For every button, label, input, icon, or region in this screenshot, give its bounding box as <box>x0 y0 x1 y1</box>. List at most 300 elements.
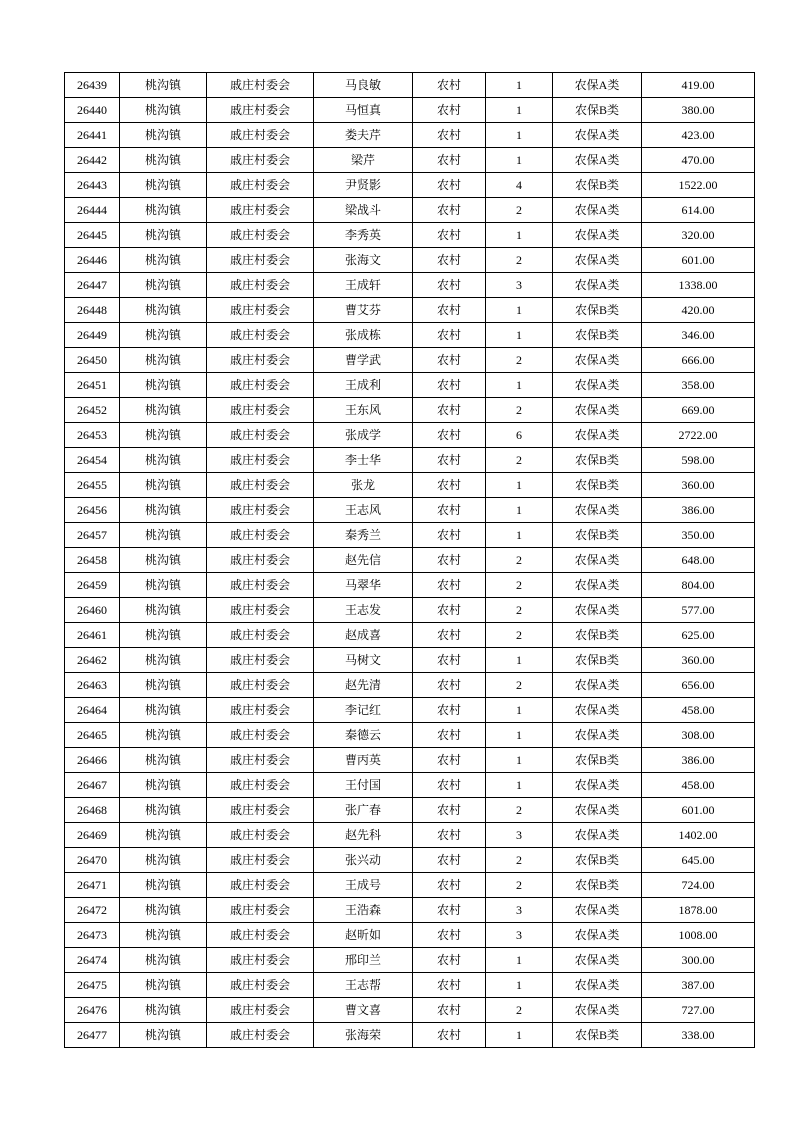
person-name: 张龙 <box>314 473 413 498</box>
person-count: 2 <box>486 448 553 473</box>
village-committee: 戚庄村委会 <box>207 348 314 373</box>
insurance-category: 农保A类 <box>553 273 642 298</box>
person-name: 王志风 <box>314 498 413 523</box>
village-committee: 戚庄村委会 <box>207 598 314 623</box>
insurance-category: 农保A类 <box>553 223 642 248</box>
record-id: 26441 <box>65 123 120 148</box>
person-name: 秦德云 <box>314 723 413 748</box>
table-row <box>65 698 755 723</box>
person-count: 1 <box>486 498 553 523</box>
town: 桃沟镇 <box>120 373 207 398</box>
village-committee: 戚庄村委会 <box>207 873 314 898</box>
person-name: 秦秀兰 <box>314 523 413 548</box>
person-count: 2 <box>486 873 553 898</box>
table-row <box>65 423 755 448</box>
residence-type: 农村 <box>413 698 486 723</box>
person-name: 李士华 <box>314 448 413 473</box>
town: 桃沟镇 <box>120 798 207 823</box>
insurance-category: 农保B类 <box>553 748 642 773</box>
person-name: 王志发 <box>314 598 413 623</box>
table-row <box>65 248 755 273</box>
town: 桃沟镇 <box>120 623 207 648</box>
record-id: 26440 <box>65 98 120 123</box>
village-committee: 戚庄村委会 <box>207 448 314 473</box>
record-id: 26477 <box>65 1023 120 1048</box>
residence-type: 农村 <box>413 448 486 473</box>
person-name: 李记红 <box>314 698 413 723</box>
town: 桃沟镇 <box>120 998 207 1023</box>
table-row <box>65 398 755 423</box>
insurance-category: 农保B类 <box>553 848 642 873</box>
amount: 727.00 <box>642 998 755 1023</box>
person-count: 4 <box>486 173 553 198</box>
person-name: 王成利 <box>314 373 413 398</box>
village-committee: 戚庄村委会 <box>207 373 314 398</box>
table-row <box>65 223 755 248</box>
person-count: 2 <box>486 248 553 273</box>
town: 桃沟镇 <box>120 423 207 448</box>
record-id: 26455 <box>65 473 120 498</box>
residence-type: 农村 <box>413 198 486 223</box>
person-count: 1 <box>486 98 553 123</box>
residence-type: 农村 <box>413 673 486 698</box>
town: 桃沟镇 <box>120 698 207 723</box>
person-count: 1 <box>486 298 553 323</box>
residence-type: 农村 <box>413 423 486 448</box>
town: 桃沟镇 <box>120 748 207 773</box>
village-committee: 戚庄村委会 <box>207 798 314 823</box>
residence-type: 农村 <box>413 948 486 973</box>
amount: 380.00 <box>642 98 755 123</box>
person-name: 马恒真 <box>314 98 413 123</box>
person-name: 梁战斗 <box>314 198 413 223</box>
insurance-category: 农保A类 <box>553 548 642 573</box>
person-count: 1 <box>486 748 553 773</box>
amount: 419.00 <box>642 73 755 98</box>
town: 桃沟镇 <box>120 548 207 573</box>
amount: 577.00 <box>642 598 755 623</box>
record-id: 26468 <box>65 798 120 823</box>
insurance-category: 农保B类 <box>553 448 642 473</box>
amount: 669.00 <box>642 398 755 423</box>
town: 桃沟镇 <box>120 323 207 348</box>
table-row <box>65 523 755 548</box>
insurance-category: 农保A类 <box>553 598 642 623</box>
record-id: 26447 <box>65 273 120 298</box>
records-table-body <box>65 73 755 1048</box>
amount: 648.00 <box>642 548 755 573</box>
village-committee: 戚庄村委会 <box>207 173 314 198</box>
town: 桃沟镇 <box>120 73 207 98</box>
village-committee: 戚庄村委会 <box>207 673 314 698</box>
table-row <box>65 823 755 848</box>
insurance-category: 农保A类 <box>553 373 642 398</box>
person-name: 赵先清 <box>314 673 413 698</box>
table-row <box>65 573 755 598</box>
table-row <box>65 998 755 1023</box>
insurance-category: 农保A类 <box>553 498 642 523</box>
residence-type: 农村 <box>413 148 486 173</box>
table-row <box>65 748 755 773</box>
amount: 645.00 <box>642 848 755 873</box>
record-id: 26467 <box>65 773 120 798</box>
town: 桃沟镇 <box>120 123 207 148</box>
person-name: 尹贤影 <box>314 173 413 198</box>
amount: 420.00 <box>642 298 755 323</box>
village-committee: 戚庄村委会 <box>207 198 314 223</box>
insurance-category: 农保A类 <box>553 823 642 848</box>
town: 桃沟镇 <box>120 348 207 373</box>
town: 桃沟镇 <box>120 923 207 948</box>
person-name: 曹文喜 <box>314 998 413 1023</box>
person-count: 3 <box>486 923 553 948</box>
record-id: 26475 <box>65 973 120 998</box>
record-id: 26476 <box>65 998 120 1023</box>
amount: 601.00 <box>642 798 755 823</box>
village-committee: 戚庄村委会 <box>207 973 314 998</box>
residence-type: 农村 <box>413 848 486 873</box>
table-row <box>65 98 755 123</box>
table-row <box>65 773 755 798</box>
residence-type: 农村 <box>413 323 486 348</box>
person-count: 2 <box>486 348 553 373</box>
insurance-category: 农保A类 <box>553 423 642 448</box>
residence-type: 农村 <box>413 973 486 998</box>
town: 桃沟镇 <box>120 398 207 423</box>
table-row <box>65 798 755 823</box>
person-count: 1 <box>486 648 553 673</box>
person-name: 张兴动 <box>314 848 413 873</box>
table-row <box>65 873 755 898</box>
amount: 320.00 <box>642 223 755 248</box>
person-count: 2 <box>486 848 553 873</box>
insurance-category: 农保B类 <box>553 873 642 898</box>
residence-type: 农村 <box>413 648 486 673</box>
town: 桃沟镇 <box>120 948 207 973</box>
person-name: 曹学武 <box>314 348 413 373</box>
village-committee: 戚庄村委会 <box>207 248 314 273</box>
town: 桃沟镇 <box>120 773 207 798</box>
record-id: 26464 <box>65 698 120 723</box>
person-count: 2 <box>486 198 553 223</box>
table-row <box>65 898 755 923</box>
amount: 1402.00 <box>642 823 755 848</box>
amount: 423.00 <box>642 123 755 148</box>
table-row <box>65 973 755 998</box>
record-id: 26472 <box>65 898 120 923</box>
record-id: 26452 <box>65 398 120 423</box>
residence-type: 农村 <box>413 98 486 123</box>
insurance-category: 农保A类 <box>553 73 642 98</box>
record-id: 26461 <box>65 623 120 648</box>
table-row <box>65 323 755 348</box>
table-row <box>65 948 755 973</box>
amount: 598.00 <box>642 448 755 473</box>
amount: 387.00 <box>642 973 755 998</box>
village-committee: 戚庄村委会 <box>207 223 314 248</box>
record-id: 26465 <box>65 723 120 748</box>
village-committee: 戚庄村委会 <box>207 898 314 923</box>
town: 桃沟镇 <box>120 98 207 123</box>
record-id: 26449 <box>65 323 120 348</box>
record-id: 26474 <box>65 948 120 973</box>
person-count: 1 <box>486 223 553 248</box>
village-committee: 戚庄村委会 <box>207 323 314 348</box>
town: 桃沟镇 <box>120 198 207 223</box>
amount: 1878.00 <box>642 898 755 923</box>
town: 桃沟镇 <box>120 898 207 923</box>
insurance-category: 农保B类 <box>553 473 642 498</box>
insurance-category: 农保B类 <box>553 1023 642 1048</box>
person-count: 2 <box>486 598 553 623</box>
village-committee: 戚庄村委会 <box>207 923 314 948</box>
person-count: 2 <box>486 398 553 423</box>
person-name: 曹丙英 <box>314 748 413 773</box>
table-row <box>65 123 755 148</box>
person-count: 2 <box>486 623 553 648</box>
table-row <box>65 548 755 573</box>
insurance-category: 农保A类 <box>553 923 642 948</box>
person-name: 王付国 <box>314 773 413 798</box>
record-id: 26458 <box>65 548 120 573</box>
insurance-category: 农保A类 <box>553 973 642 998</box>
person-count: 1 <box>486 148 553 173</box>
amount: 458.00 <box>642 698 755 723</box>
person-count: 1 <box>486 473 553 498</box>
person-name: 赵成喜 <box>314 623 413 648</box>
person-name: 赵先科 <box>314 823 413 848</box>
table-row <box>65 73 755 98</box>
insurance-category: 农保A类 <box>553 673 642 698</box>
amount: 625.00 <box>642 623 755 648</box>
amount: 346.00 <box>642 323 755 348</box>
amount: 1338.00 <box>642 273 755 298</box>
amount: 1522.00 <box>642 173 755 198</box>
insurance-category: 农保B类 <box>553 98 642 123</box>
insurance-category: 农保B类 <box>553 623 642 648</box>
amount: 360.00 <box>642 648 755 673</box>
town: 桃沟镇 <box>120 848 207 873</box>
table-row <box>65 373 755 398</box>
record-id: 26457 <box>65 523 120 548</box>
residence-type: 农村 <box>413 223 486 248</box>
town: 桃沟镇 <box>120 523 207 548</box>
village-committee: 戚庄村委会 <box>207 573 314 598</box>
insurance-category: 农保A类 <box>553 698 642 723</box>
residence-type: 农村 <box>413 123 486 148</box>
person-count: 1 <box>486 773 553 798</box>
record-id: 26462 <box>65 648 120 673</box>
record-id: 26448 <box>65 298 120 323</box>
village-committee: 戚庄村委会 <box>207 398 314 423</box>
record-id: 26443 <box>65 173 120 198</box>
amount: 358.00 <box>642 373 755 398</box>
amount: 724.00 <box>642 873 755 898</box>
residence-type: 农村 <box>413 523 486 548</box>
insurance-category: 农保A类 <box>553 948 642 973</box>
amount: 2722.00 <box>642 423 755 448</box>
record-id: 26459 <box>65 573 120 598</box>
town: 桃沟镇 <box>120 648 207 673</box>
person-count: 1 <box>486 973 553 998</box>
amount: 386.00 <box>642 748 755 773</box>
person-name: 张成学 <box>314 423 413 448</box>
record-id: 26469 <box>65 823 120 848</box>
village-committee: 戚庄村委会 <box>207 548 314 573</box>
village-committee: 戚庄村委会 <box>207 723 314 748</box>
person-count: 1 <box>486 73 553 98</box>
amount: 470.00 <box>642 148 755 173</box>
town: 桃沟镇 <box>120 448 207 473</box>
insurance-category: 农保B类 <box>553 323 642 348</box>
insurance-category: 农保A类 <box>553 148 642 173</box>
person-count: 1 <box>486 323 553 348</box>
residence-type: 农村 <box>413 298 486 323</box>
person-count: 1 <box>486 698 553 723</box>
amount: 1008.00 <box>642 923 755 948</box>
residence-type: 农村 <box>413 823 486 848</box>
village-committee: 戚庄村委会 <box>207 498 314 523</box>
person-name: 张海荣 <box>314 1023 413 1048</box>
insurance-category: 农保A类 <box>553 123 642 148</box>
village-committee: 戚庄村委会 <box>207 148 314 173</box>
village-committee: 戚庄村委会 <box>207 123 314 148</box>
village-committee: 戚庄村委会 <box>207 298 314 323</box>
person-count: 2 <box>486 798 553 823</box>
village-committee: 戚庄村委会 <box>207 948 314 973</box>
person-name: 李秀英 <box>314 223 413 248</box>
village-committee: 戚庄村委会 <box>207 823 314 848</box>
village-committee: 戚庄村委会 <box>207 748 314 773</box>
table-row <box>65 723 755 748</box>
village-committee: 戚庄村委会 <box>207 773 314 798</box>
residence-type: 农村 <box>413 923 486 948</box>
person-name: 王成轩 <box>314 273 413 298</box>
person-name: 马树文 <box>314 648 413 673</box>
record-id: 26471 <box>65 873 120 898</box>
record-id: 26456 <box>65 498 120 523</box>
person-count: 2 <box>486 548 553 573</box>
residence-type: 农村 <box>413 573 486 598</box>
amount: 308.00 <box>642 723 755 748</box>
residence-type: 农村 <box>413 173 486 198</box>
table-row <box>65 498 755 523</box>
residence-type: 农村 <box>413 273 486 298</box>
residence-type: 农村 <box>413 623 486 648</box>
town: 桃沟镇 <box>120 873 207 898</box>
insurance-category: 农保B类 <box>553 298 642 323</box>
table-row <box>65 598 755 623</box>
village-committee: 戚庄村委会 <box>207 423 314 448</box>
village-committee: 戚庄村委会 <box>207 273 314 298</box>
residence-type: 农村 <box>413 73 486 98</box>
village-committee: 戚庄村委会 <box>207 848 314 873</box>
residence-type: 农村 <box>413 373 486 398</box>
insurance-category: 农保A类 <box>553 198 642 223</box>
record-id: 26439 <box>65 73 120 98</box>
insurance-category: 农保B类 <box>553 648 642 673</box>
person-name: 王东风 <box>314 398 413 423</box>
amount: 656.00 <box>642 673 755 698</box>
person-count: 6 <box>486 423 553 448</box>
residence-type: 农村 <box>413 898 486 923</box>
town: 桃沟镇 <box>120 573 207 598</box>
person-name: 马良敏 <box>314 73 413 98</box>
residence-type: 农村 <box>413 723 486 748</box>
residence-type: 农村 <box>413 548 486 573</box>
residence-type: 农村 <box>413 498 486 523</box>
village-committee: 戚庄村委会 <box>207 473 314 498</box>
person-count: 3 <box>486 273 553 298</box>
record-id: 26466 <box>65 748 120 773</box>
town: 桃沟镇 <box>120 498 207 523</box>
amount: 338.00 <box>642 1023 755 1048</box>
person-name: 张成栋 <box>314 323 413 348</box>
table-row <box>65 923 755 948</box>
insurance-category: 农保A类 <box>553 898 642 923</box>
table-row <box>65 623 755 648</box>
person-name: 张广春 <box>314 798 413 823</box>
person-name: 王成号 <box>314 873 413 898</box>
record-id: 26473 <box>65 923 120 948</box>
amount: 601.00 <box>642 248 755 273</box>
record-id: 26445 <box>65 223 120 248</box>
village-committee: 戚庄村委会 <box>207 648 314 673</box>
amount: 360.00 <box>642 473 755 498</box>
amount: 458.00 <box>642 773 755 798</box>
town: 桃沟镇 <box>120 973 207 998</box>
person-count: 3 <box>486 823 553 848</box>
insurance-category: 农保A类 <box>553 723 642 748</box>
insurance-category: 农保A类 <box>553 773 642 798</box>
insurance-category: 农保A类 <box>553 998 642 1023</box>
amount: 804.00 <box>642 573 755 598</box>
person-count: 3 <box>486 898 553 923</box>
record-id: 26463 <box>65 673 120 698</box>
person-name: 曹艾芬 <box>314 298 413 323</box>
insurance-category: 农保A类 <box>553 573 642 598</box>
village-committee: 戚庄村委会 <box>207 698 314 723</box>
residence-type: 农村 <box>413 1023 486 1048</box>
person-count: 1 <box>486 948 553 973</box>
table-row <box>65 148 755 173</box>
table-row <box>65 298 755 323</box>
town: 桃沟镇 <box>120 473 207 498</box>
amount: 386.00 <box>642 498 755 523</box>
amount: 300.00 <box>642 948 755 973</box>
town: 桃沟镇 <box>120 723 207 748</box>
insurance-category: 农保A类 <box>553 248 642 273</box>
insurance-category: 农保B类 <box>553 173 642 198</box>
person-count: 2 <box>486 573 553 598</box>
table-row <box>65 448 755 473</box>
table-row <box>65 198 755 223</box>
residence-type: 农村 <box>413 798 486 823</box>
person-count: 1 <box>486 723 553 748</box>
record-id: 26450 <box>65 348 120 373</box>
town: 桃沟镇 <box>120 673 207 698</box>
residence-type: 农村 <box>413 773 486 798</box>
person-name: 王志帮 <box>314 973 413 998</box>
person-count: 2 <box>486 998 553 1023</box>
amount: 614.00 <box>642 198 755 223</box>
person-name: 娄夫芹 <box>314 123 413 148</box>
record-id: 26460 <box>65 598 120 623</box>
person-count: 1 <box>486 1023 553 1048</box>
table-row <box>65 348 755 373</box>
person-count: 1 <box>486 123 553 148</box>
residence-type: 农村 <box>413 598 486 623</box>
